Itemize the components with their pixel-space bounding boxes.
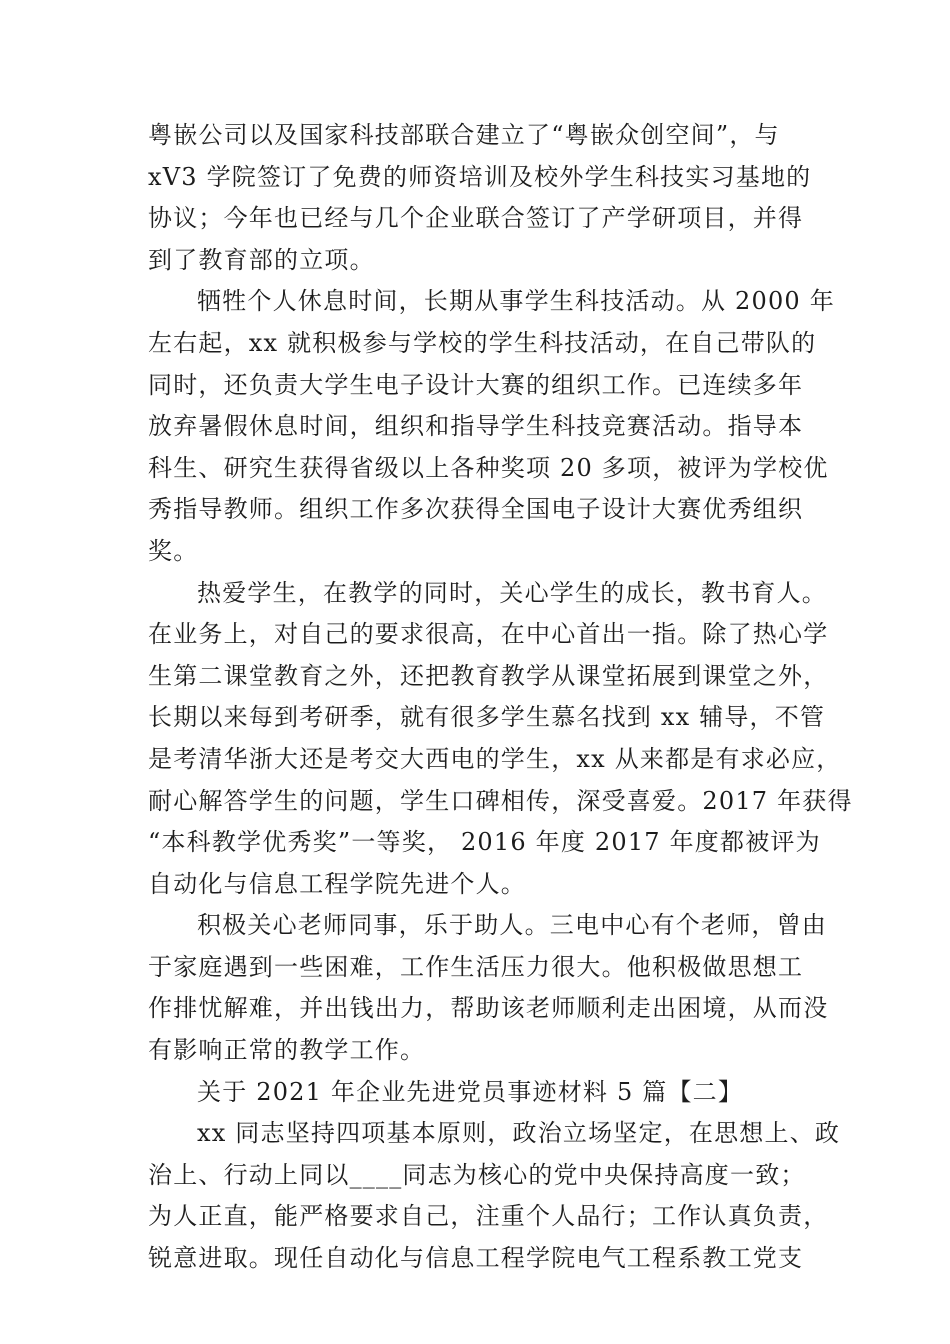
text-line: 奖。 — [148, 536, 199, 565]
text-line: 是考清华浙大还是考交大西电的学生，xx 从来都是有求必应， — [148, 744, 842, 773]
text-line: 同时，还负责大学生电子设计大赛的组织工作。已连续多年 — [148, 370, 804, 399]
paragraph-first-line: 热爱学生，在教学的同时，关心学生的成长，教书育人。 — [197, 578, 827, 607]
text-line: xV3 学院签订了免费的师资培训及校外学生科技实习基地的 — [148, 162, 812, 191]
text-line: 耐心解答学生的问题，学生口碑相传，深受喜爱。2017 年获得 — [148, 786, 853, 815]
paragraph-first-line: 牺牲个人休息时间，长期从事学生科技活动。从 2000 年 — [197, 287, 835, 316]
text-line: 长期以来每到考研季，就有很多学生慕名找到 xx 辅导，不管 — [148, 703, 826, 732]
text-line: 作排忧解难，并出钱出力，帮助该老师顺利走出困境，从而没 — [148, 994, 829, 1023]
text-line: 锐意进取。现任自动化与信息工程学院电气工程系教工党支 — [148, 1244, 804, 1273]
text-line: 放弃暑假休息时间，组织和指导学生科技竞赛活动。指导本 — [148, 412, 804, 441]
text-line: 科生、研究生获得省级以上各种奖项 20 多项，被评为学校优 — [148, 453, 829, 482]
document-body — [148, 115, 853, 1280]
text-line: 自动化与信息工程学院先进个人。 — [148, 869, 526, 898]
text-line: 左右起，xx 就积极参与学校的学生科技活动，在自己带队的 — [148, 328, 817, 357]
text-line: 生第二课堂教育之外，还把教育教学从课堂拓展到课堂之外， — [148, 661, 829, 690]
text-line: 有影响正常的教学工作。 — [148, 1036, 426, 1065]
text-line: 秀指导教师。组织工作多次获得全国电子设计大赛优秀组织 — [148, 495, 804, 524]
text-line: 为人正直，能严格要求自己，注重个人品行；工作认真负责， — [148, 1202, 829, 1231]
text-line: 治上、行动上同以____同志为核心的党中央保持高度一致； — [148, 1160, 806, 1189]
section-heading: 关于 2021 年企业先进党员事迹材料 5 篇【二】 — [197, 1077, 744, 1106]
paragraph-first-line: xx 同志坚持四项基本原则，政治立场坚定，在思想上、政 — [197, 1119, 841, 1148]
text-line: 在业务上，对自己的要求很高，在中心首出一指。除了热心学 — [148, 620, 829, 649]
text-line: “本科教学优秀奖”一等奖， 2016 年度 2017 年度都被评为 — [148, 828, 821, 857]
paragraph-first-line: 积极关心老师同事，乐于助人。三电中心有个老师，曾由 — [197, 911, 827, 940]
text-line: 到了教育部的立项。 — [148, 245, 375, 274]
text-line: 粤嵌公司以及国家科技部联合建立了“粤嵌众创空间”，与 — [148, 121, 780, 149]
text-line: 协议；今年也已经与几个企业联合签订了产学研项目，并得 — [148, 204, 804, 233]
text-line: 于家庭遇到一些困难，工作生活压力很大。他积极做思想工 — [148, 952, 804, 981]
